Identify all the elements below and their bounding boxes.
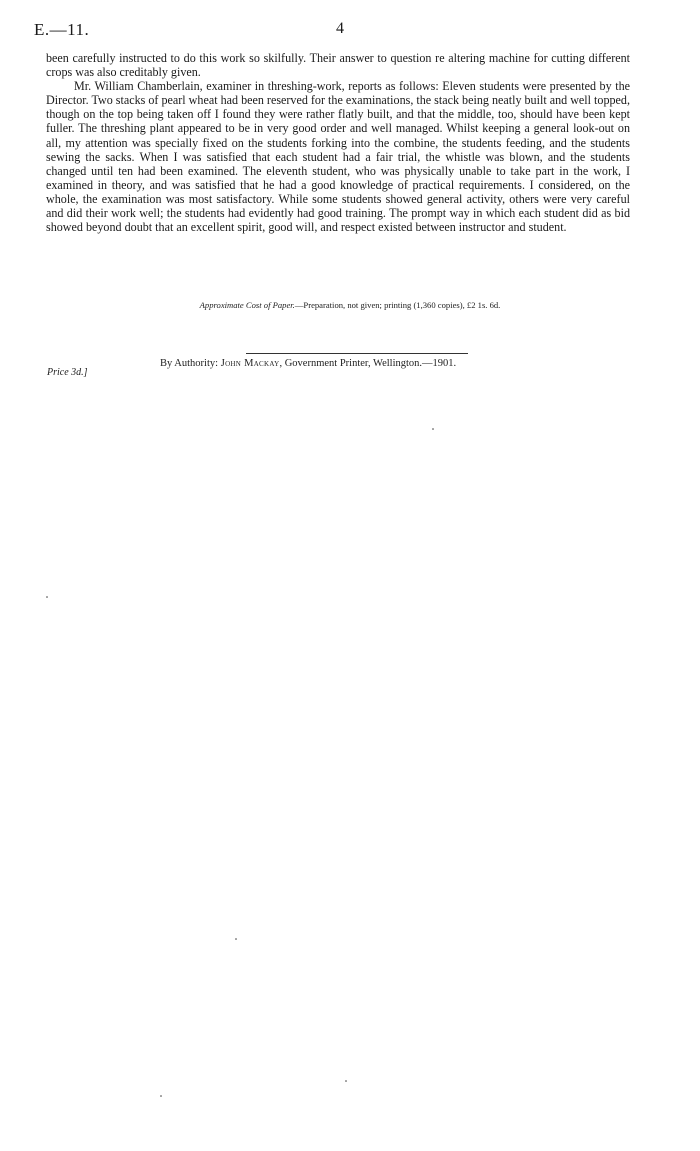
report-body	[46, 51, 630, 234]
paragraph-threshing-report: Mr. William Chamberlain, examiner in threshing-work, reports as follows: Eleven students were presented by the Director. Two stacks of pearl wheat had been reserved for the examinations, the stack being neatly built and well topped, though on the top being taken off I found they were rather flatly built, and that the middle, too, should have been kept fuller. The threshing plant appeared to be in very good order and well managed. Whilst keeping a general look-out on all, my attention was specially fixed on the students forking into the combine, the students feeding, and the students sewing the sacks. When I was satisfied that each student had a fair trial, the whistle was blown, and the students changed until ten had been examined. The eleventh student, who was physically unable to take part in the work, I examined in theory, and was satisfied that he had a good knowledge of practical requirements. I considered, on the whole, the examination was most satisfactory. While some students showed general activity, others were very careful and did their work well; the students had evidently had good training. The prompt way in which each student did as bid showed beyond doubt that an excellent spirit, good will, and respect existed between instructor and student.	[46, 79, 630, 235]
imprint-prefix: By Authority:	[160, 358, 221, 369]
imprint-divider	[246, 353, 468, 354]
cost-of-paper-note	[0, 300, 700, 310]
document-reference: E.—11.	[34, 20, 90, 39]
cost-label: Approximate Cost of Paper.	[199, 300, 295, 310]
cost-text: —Preparation, not given; printing (1,360 copies), £2 1s. 6d.	[294, 300, 501, 310]
imprint-suffix: , Government Printer, Wellington.—1901.	[279, 358, 457, 369]
scan-speck	[160, 1095, 162, 1097]
scan-speck	[432, 428, 434, 430]
price-note: Price 3d.]	[47, 367, 88, 378]
printer-name: John Mackay	[220, 358, 280, 369]
scan-speck	[345, 1080, 347, 1082]
scan-speck	[235, 938, 237, 940]
paragraph-continuation: been carefully instructed to do this work so skilfully. Their answer to question re altering machine for cutting different crops was also creditably given.	[46, 51, 630, 80]
scan-speck	[46, 596, 48, 598]
page-number: 4	[336, 20, 344, 37]
printer-imprint	[160, 358, 456, 369]
